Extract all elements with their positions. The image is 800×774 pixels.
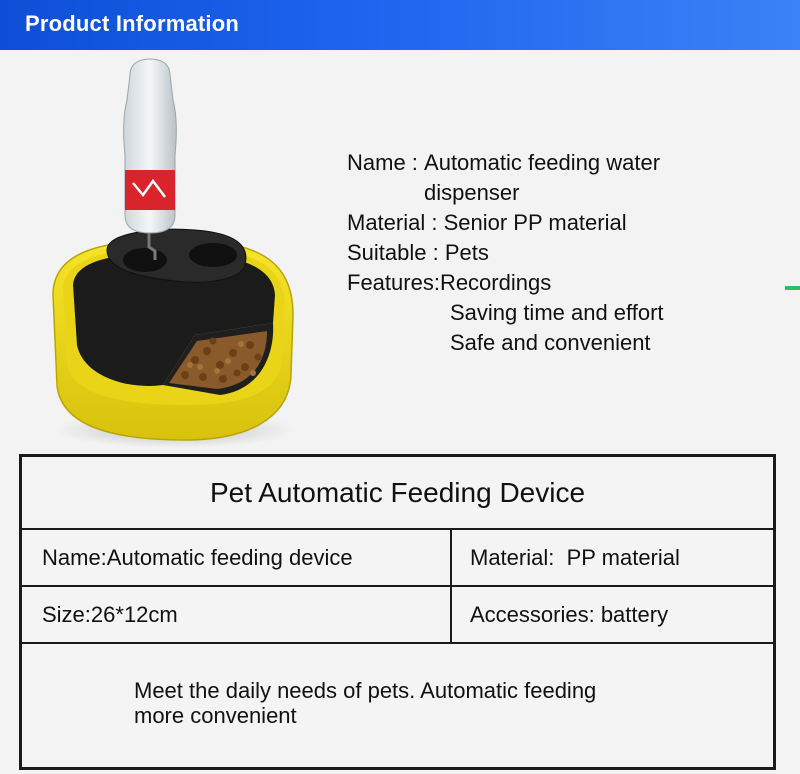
info-features-label: Features:: [347, 270, 440, 295]
spec-row: [22, 587, 773, 644]
spec-size-cell: Size:26*12cm: [22, 587, 452, 642]
spec-description-line1: Meet the daily needs of pets. Automatic feeding: [134, 678, 597, 703]
spec-row: [22, 530, 773, 587]
spec-table: [19, 454, 776, 770]
spec-name-cell: Name:Automatic feeding device: [22, 530, 452, 585]
info-material-row: [347, 208, 664, 238]
section-title: Product Information: [25, 11, 240, 36]
info-suitable-row: [347, 238, 664, 268]
info-material-label: Material :: [347, 210, 444, 235]
info-suitable-label: Suitable :: [347, 240, 445, 265]
spec-accessories-cell: Accessories: battery: [470, 601, 669, 627]
feature-item: Recordings: [439, 270, 552, 295]
info-suitable-value: Pets: [444, 240, 489, 265]
feature-item: Saving time and effort: [449, 300, 664, 325]
info-features-row: [347, 268, 664, 358]
info-name-value-line2: dispenser: [424, 180, 520, 205]
feature-item: Safe and convenient: [449, 330, 651, 355]
info-name-label: Name :: [347, 150, 425, 175]
spec-description: [134, 678, 694, 728]
green-accent-mark: [785, 286, 800, 290]
spec-table-title: Pet Automatic Feeding Device: [22, 457, 773, 530]
info-name-value-line1: Automatic feeding water: [424, 150, 661, 175]
spec-material-cell: Material: PP material: [470, 544, 680, 570]
pet-feeder-image: [45, 55, 305, 450]
info-name-row: [347, 148, 664, 208]
info-material-value: Senior PP material: [443, 210, 627, 235]
product-info: [347, 148, 664, 358]
spec-description-line2: more convenient: [134, 703, 297, 728]
section-header: [0, 0, 800, 50]
